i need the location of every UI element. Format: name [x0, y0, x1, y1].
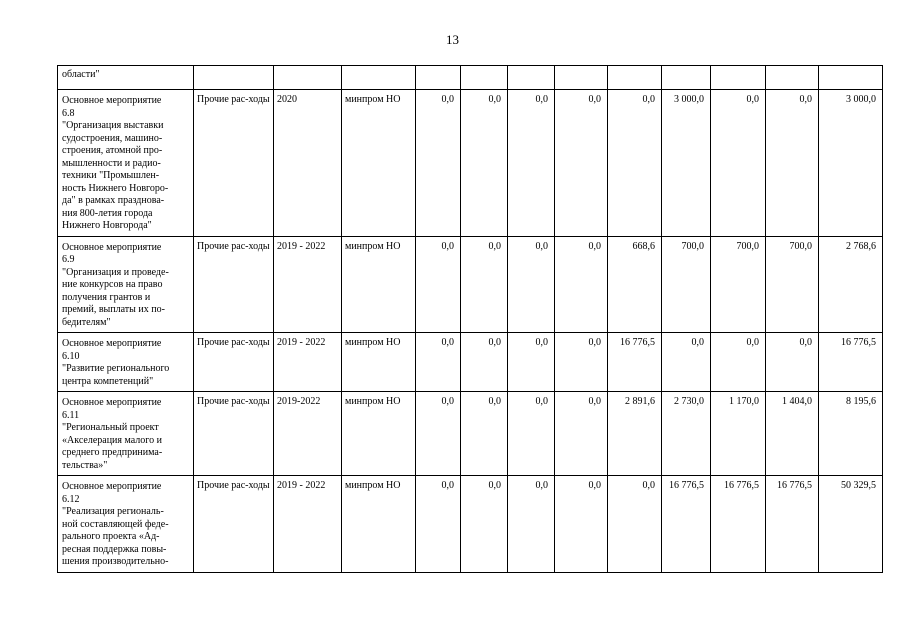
description-line: премий, выплаты их по-	[62, 304, 165, 315]
empty-cell	[711, 66, 766, 90]
activity-description-cell	[58, 66, 194, 90]
executor-cell: минпром НО	[342, 236, 416, 333]
page-number: 13	[446, 32, 459, 47]
value-cell: 0,0	[416, 236, 461, 333]
description-line: среднего предпринима-	[62, 447, 163, 458]
description-line: Основное мероприятие	[62, 241, 162, 253]
description-line: области"	[62, 69, 100, 80]
description-line: получения грантов и	[62, 291, 151, 303]
description-line: техники "Промышлен-	[62, 170, 160, 181]
value-cell: 1 170,0	[711, 392, 766, 476]
empty-cell	[662, 66, 711, 90]
value-cell: 700,0	[766, 236, 819, 333]
description-line: Основное мероприятие	[62, 397, 162, 408]
empty-cell	[555, 66, 608, 90]
value-cell: 0,0	[416, 476, 461, 573]
value-cell: 0,0	[508, 236, 555, 333]
description-line: судостроения, машино-	[62, 132, 163, 144]
empty-cell	[819, 66, 883, 90]
value-cell: 0,0	[766, 333, 819, 392]
empty-cell	[461, 66, 508, 90]
expense-type-cell: Прочие рас-ходы	[194, 333, 274, 392]
value-cell: 700,0	[711, 236, 766, 333]
activity-description-cell	[58, 236, 194, 333]
value-cell: 700,0	[662, 236, 711, 333]
value-cell: 0,0	[711, 90, 766, 237]
value-cell: 0,0	[555, 476, 608, 573]
value-cell: 0,0	[555, 333, 608, 392]
executor-cell: минпром НО	[342, 333, 416, 392]
description-line: «Акселерация малого и	[62, 434, 162, 446]
years-cell: 2020	[274, 90, 342, 237]
value-cell: 0,0	[508, 90, 555, 237]
value-cell: 1 404,0	[766, 392, 819, 476]
value-cell: 2 730,0	[662, 392, 711, 476]
expense-type-cell: Прочие рас-ходы	[194, 476, 274, 573]
description-line: шения производительно-	[62, 556, 169, 567]
description-line: "Организация выставки	[62, 120, 164, 131]
description-line: мышленности и радио-	[62, 157, 161, 169]
executor-cell: минпром НО	[342, 392, 416, 476]
value-cell: 3 000,0	[662, 90, 711, 237]
value-cell: 16 776,5	[766, 476, 819, 573]
empty-cell	[508, 66, 555, 90]
empty-cell	[274, 66, 342, 90]
years-cell: 2019 - 2022	[274, 476, 342, 573]
empty-cell	[766, 66, 819, 90]
value-cell: 0,0	[461, 392, 508, 476]
value-cell: 0,0	[711, 333, 766, 392]
value-cell: 0,0	[508, 476, 555, 573]
value-cell: 0,0	[608, 90, 662, 237]
description-line: рального проекта «Ад-	[62, 531, 160, 542]
description-line: ресная поддержка повы-	[62, 543, 167, 555]
value-cell: 16 776,5	[662, 476, 711, 573]
table-row	[58, 236, 883, 333]
total-value-cell: 50 329,5	[819, 476, 883, 573]
description-line: "Организация и проведе-	[62, 266, 169, 278]
expense-type-cell: Прочие рас-ходы	[194, 236, 274, 333]
description-line: центра компетенций"	[62, 375, 154, 387]
table-row	[58, 90, 883, 237]
value-cell: 0,0	[508, 392, 555, 476]
description-line: да" в рамках празднова-	[62, 195, 165, 206]
description-line: ние конкурсов на право	[62, 279, 163, 290]
description-line: 6.8	[62, 107, 75, 119]
value-cell: 0,0	[662, 333, 711, 392]
value-cell: 0,0	[608, 476, 662, 573]
activity-description-cell	[58, 333, 194, 392]
executor-cell: минпром НО	[342, 90, 416, 237]
value-cell: 0,0	[416, 90, 461, 237]
value-cell: 0,0	[416, 333, 461, 392]
value-cell: 16 776,5	[711, 476, 766, 573]
activity-description-cell	[58, 476, 194, 573]
table-row	[58, 476, 883, 573]
executor-cell: минпром НО	[342, 476, 416, 573]
activity-description-cell	[58, 90, 194, 237]
description-line: тельства»"	[62, 459, 108, 471]
empty-cell	[416, 66, 461, 90]
expense-type-cell: Прочие рас-ходы	[194, 392, 274, 476]
years-cell: 2019 - 2022	[274, 236, 342, 333]
total-value-cell: 16 776,5	[819, 333, 883, 392]
description-line: Основное мероприятие	[62, 95, 162, 106]
description-line: 6.10	[62, 350, 80, 362]
table-row	[58, 392, 883, 476]
table-row-continuation	[58, 66, 883, 90]
value-cell: 0,0	[508, 333, 555, 392]
description-line: ной составляющей феде-	[62, 518, 169, 530]
description-line: "Реализация региональ-	[62, 506, 164, 517]
description-line: "Региональный проект	[62, 422, 159, 433]
total-value-cell: 2 768,6	[819, 236, 883, 333]
empty-cell	[194, 66, 274, 90]
value-cell: 16 776,5	[608, 333, 662, 392]
value-cell: 0,0	[461, 476, 508, 573]
description-line: Основное мероприятие	[62, 338, 162, 349]
table-body	[58, 66, 883, 573]
description-line: Основное мероприятие	[62, 481, 162, 492]
description-line: строения, атомной про-	[62, 145, 163, 156]
value-cell: 0,0	[555, 392, 608, 476]
years-cell: 2019-2022	[274, 392, 342, 476]
value-cell: 0,0	[461, 90, 508, 237]
activity-description-cell	[58, 392, 194, 476]
description-line: 6.11	[62, 409, 80, 421]
value-cell: 0,0	[766, 90, 819, 237]
description-line: ния 800-летия города	[62, 207, 153, 219]
value-cell: 668,6	[608, 236, 662, 333]
table-row	[58, 333, 883, 392]
description-line: "Развитие регионального	[62, 363, 170, 374]
description-line: 6.9	[62, 254, 75, 265]
value-cell: 0,0	[461, 236, 508, 333]
total-value-cell: 8 195,6	[819, 392, 883, 476]
value-cell: 0,0	[416, 392, 461, 476]
budget-table	[57, 65, 883, 573]
empty-cell	[608, 66, 662, 90]
years-cell: 2019 - 2022	[274, 333, 342, 392]
description-line: ность Нижнего Новгоро-	[62, 182, 169, 194]
empty-cell	[342, 66, 416, 90]
total-value-cell: 3 000,0	[819, 90, 883, 237]
expense-type-cell: Прочие рас-ходы	[194, 90, 274, 237]
value-cell: 0,0	[555, 90, 608, 237]
description-line: Нижнего Новгорода"	[62, 220, 152, 231]
description-line: 6.12	[62, 493, 80, 505]
value-cell: 0,0	[555, 236, 608, 333]
value-cell: 0,0	[461, 333, 508, 392]
description-line: бедителям"	[62, 316, 111, 328]
value-cell: 2 891,6	[608, 392, 662, 476]
